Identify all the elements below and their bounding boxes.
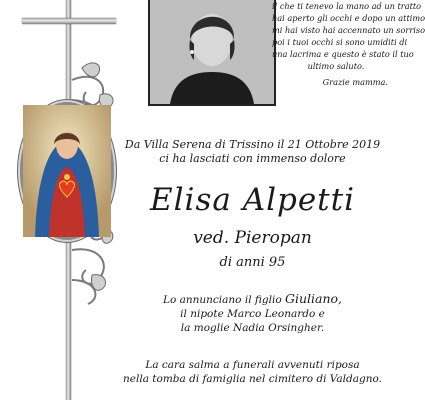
death-announcement-intro [110, 138, 395, 166]
madonna-sacred-heart-icon [20, 102, 114, 240]
married-name: ved. Pieropan [193, 228, 312, 248]
poem-signature: Grazie mamma. [322, 77, 388, 87]
closing-line-1: La cara salma a funerali avvenuti riposa [145, 359, 360, 371]
poem-line: mi hai visto hai accennato un sorriso [272, 25, 425, 35]
deceased-age: di anni 95 [219, 255, 286, 270]
poem-text [272, 0, 425, 112]
cross-bar [22, 18, 116, 24]
family-announcement [110, 292, 395, 335]
closing-line-2: nella tomba di famiglia nel cimitero di Valdagno. [123, 373, 382, 385]
poem-line: una lacrima e questo è stato il tuo [272, 49, 414, 59]
burial-notice [110, 358, 395, 386]
poem-line: hai aperto gli occhi e dopo un attimo [272, 13, 425, 23]
deceased-photo [148, 0, 276, 106]
poem-line: poi i tuoi occhi si sono umiditi di [272, 37, 408, 47]
announce-line-3: la moglie Nadia Orsingher. [180, 322, 325, 334]
poem-line: ultimo saluto. [307, 61, 365, 71]
poem-line: il che ti tenevo la mano ad un tratto [272, 1, 422, 11]
intro-line-2: ci ha lasciati con immenso dolore [159, 152, 346, 165]
son-name: Giuliano, [285, 291, 343, 306]
intro-line-1: Da Villa Serena di Trissino il 21 Ottobre 2019 [124, 138, 381, 151]
announce-line-2: il nipote Marco Leonardo e [180, 308, 325, 320]
deceased-name: Elisa Alpetti [149, 182, 356, 218]
announce-line-1 [110, 292, 395, 307]
announce-prefix: Lo annunciano il figlio [162, 294, 285, 306]
